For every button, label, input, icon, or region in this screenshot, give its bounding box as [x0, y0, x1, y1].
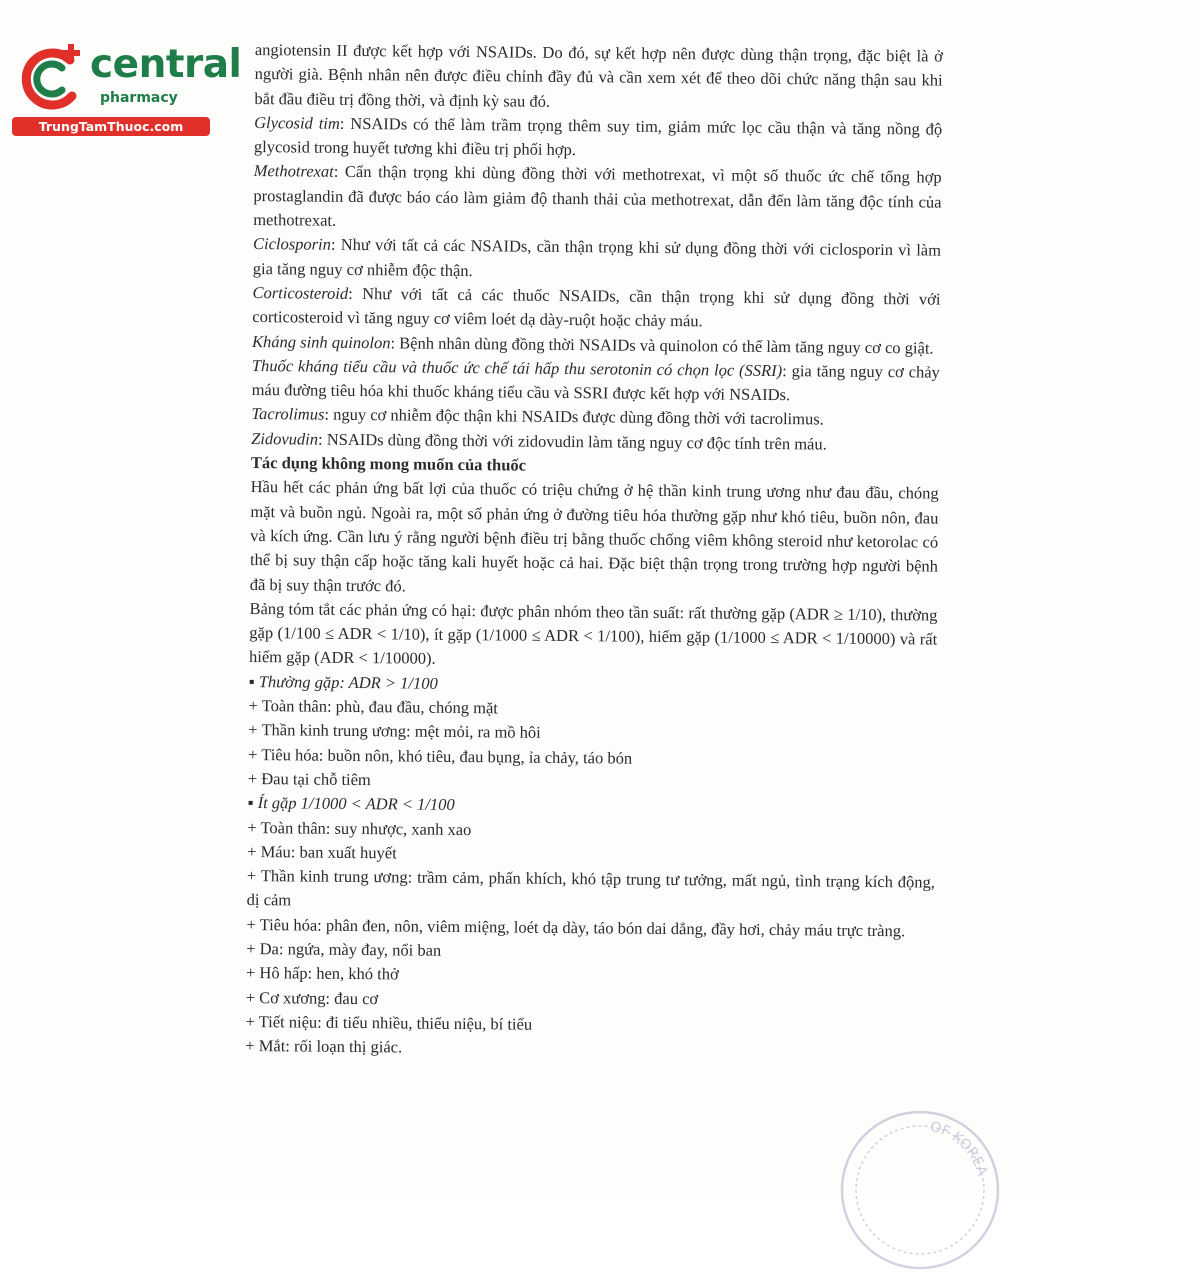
- intro-paragraph: angiotensin II được kết hợp với NSAIDs. Do đó, sự kết hợp nên được dùng thận trọng, đặc biệt là ở người già. Bệnh nhân nên được điều chỉnh đầy đủ và cần xem xét để theo dõi chức năng thận sau khi bắt đầu điều trị đồng thời, và định kỳ sau đó.: [254, 39, 943, 111]
- stamp-text: OF KOREA: [928, 1118, 991, 1178]
- interaction-glycosid: [254, 111, 942, 166]
- official-stamp-icon: [835, 1105, 1005, 1275]
- interaction-ssri: [252, 354, 940, 409]
- list-item: + Tiết niệu: đi tiểu nhiều, thiểu niệu, bí tiểu: [245, 1011, 533, 1034]
- interaction-term: Zidovudin: [251, 428, 319, 449]
- group-title-common: ▪ Thường gặp: ADR > 1/100: [248, 671, 438, 693]
- interaction-corticosteroid: [252, 281, 940, 336]
- frequency-summary-paragraph: Bảng tóm tắt các phản ứng có hại: được phân nhóm theo tần suất: rất thường gặp (ADR ≥ 1/10), thường gặp (1/100 ≤ ADR < 1/10), ít gặp (1/1000 ≤ ADR < 1/100), hiếm gặp (1/1000 ≤ ADR < 1/10000) và rất hiếm gặp (ADR < 1/10000).: [248, 598, 938, 669]
- list-item: + Đau tại chỗ tiêm: [247, 768, 371, 790]
- interaction-text: : Như với tất cả các thuốc NSAIDs, cần thận trọng khi sử dụng đồng thời với corticosteroid vì tăng nguy cơ viêm loét dạ dày-ruột hoặc chảy máu.: [252, 283, 941, 331]
- interaction-text: : Bệnh nhân dùng đồng thời NSAIDs và quinolon có thể làm tăng nguy cơ co giật.: [390, 332, 934, 358]
- central-pharmacy-logo-mark-icon: [10, 38, 90, 118]
- list-item: + Mắt: rối loạn thị giác.: [245, 1036, 403, 1057]
- group-title-uncommon: ▪ Ít gặp 1/1000 < ADR < 1/100: [247, 793, 455, 815]
- interaction-text: : Cẩn thận trọng khi dùng đồng thời với methotrexat, vì một số thuốc ức chế tổng hợp prostaglandin đã được báo cáo làm giảm độ thanh thải của methotrexat, dẫn đến làm tăng độc tính của methotrexat.: [253, 162, 942, 230]
- list-item: + Da: ngứa, mày đay, nổi ban: [246, 938, 442, 960]
- list-item: + Tiêu hóa: phân đen, nôn, viêm miệng, loét dạ dày, táo bón dai dẳng, đầy hơi, chảy máu trực tràng.: [246, 914, 906, 940]
- list-item: + Toàn thân: phù, đau đầu, chóng mặt: [248, 695, 499, 718]
- interaction-text: : gia tăng nguy cơ chảy máu đường tiêu hóa khi thuốc kháng tiểu cầu và SSRI được kết hợp với NSAIDs.: [251, 360, 940, 405]
- central-pharmacy-logo[interactable]: [10, 38, 242, 138]
- list-item: + Hô hấp: hen, khó thở: [245, 963, 399, 984]
- list-item: + Tiêu hóa: buồn nôn, khó tiêu, đau bụng, ỉa chảy, táo bón: [248, 744, 633, 768]
- svg-text:OF KOREA: [928, 1119, 990, 1178]
- section-heading: Tác dụng không mong muốn của thuốc: [250, 453, 527, 475]
- interaction-term: Kháng sinh quinolon: [251, 331, 391, 352]
- interaction-text: : NSAIDs dùng đồng thời với zidovudin làm tăng nguy cơ độc tính trên máu.: [317, 429, 827, 454]
- interaction-term: Corticosteroid: [252, 282, 349, 303]
- interaction-term: Tacrolimus: [251, 404, 325, 425]
- interaction-methotrexat: [253, 159, 942, 238]
- list-item: + Cơ xương: đau cơ: [245, 987, 379, 1008]
- list-item: + Toàn thân: suy nhược, xanh xao: [247, 817, 472, 839]
- interaction-term: Ciclosporin: [252, 234, 332, 255]
- interaction-term: Methotrexat: [253, 161, 334, 182]
- list-item: + Máu: ban xuất huyết: [247, 841, 397, 863]
- list-item: + Thần kinh trung ương: mệt mỏi, ra mồ hôi: [248, 720, 541, 743]
- adverse-effects-paragraph: Hầu hết các phản ứng bất lợi của thuốc có triệu chứng ở hệ thần kinh trung ương như đau đầu, chóng mặt và buồn ngủ. Ngoài ra, một số phản ứng ở đường tiêu hóa thường gặp như khó tiêu, buồn nôn, đau và kích ứng. Cần lưu ý rằng người bệnh điều trị bằng thuốc chống viêm không steroid như ketorolac có thể bị suy thận cấp hoặc tăng kali huyết hoặc cả hai. Đặc biệt thận trọng trong trường hợp người bệnh đã bị suy thận trước đó.: [249, 477, 939, 596]
- interaction-ciclosporin: [253, 232, 941, 287]
- list-item: + Thần kinh trung ương: trầm cảm, phấn khích, khó tập trung tư tưởng, mất ngủ, tình trạng kích động, dị cảm: [246, 866, 936, 910]
- logo-website-banner[interactable]: TrungTamThuoc.com: [12, 117, 210, 136]
- interaction-term: Glycosid tim: [254, 112, 340, 133]
- interaction-term: Thuốc kháng tiểu cầu và thuốc ức chế tái hấp thu serotonin có chọn lọc (SSRI): [251, 355, 783, 380]
- logo-sub-text: pharmacy: [100, 90, 178, 106]
- interaction-text: : NSAIDs có thể làm trầm trọng thêm suy tim, giảm mức lọc cầu thận và tăng nồng độ glycosid trong huyết tương khi điều trị phối hợp.: [253, 113, 943, 160]
- interaction-text: : Như với tất cả các NSAIDs, cần thận trọng khi sử dụng đồng thời với ciclosporin vì làm gia tăng nguy cơ nhiễm độc thận.: [252, 235, 942, 280]
- interaction-text: : nguy cơ nhiễm độc thận khi NSAIDs được dùng đồng thời với tacrolimus.: [324, 405, 824, 429]
- logo-brand-text: central: [90, 42, 242, 87]
- document-body: [245, 38, 943, 1065]
